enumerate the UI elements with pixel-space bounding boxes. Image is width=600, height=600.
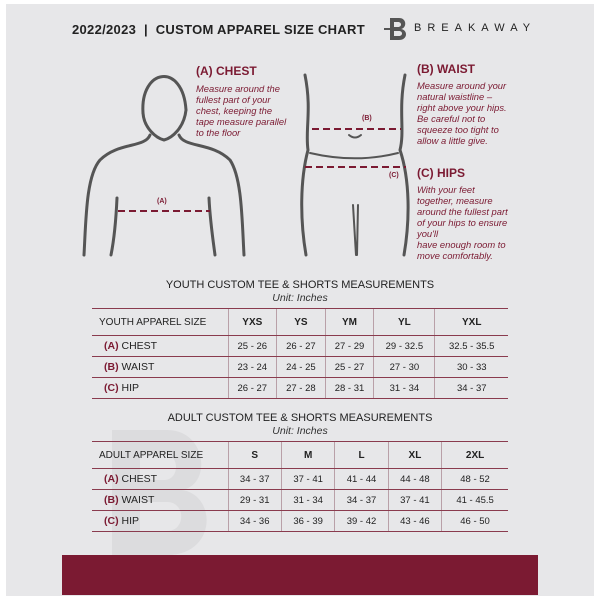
table-cell: 43 - 46 <box>388 511 441 532</box>
table-cell: 44 - 48 <box>388 469 441 490</box>
text-line: Measure around your <box>417 80 507 91</box>
page-title: 2022/2023 | CUSTOM APPAREL SIZE CHART <box>72 22 365 37</box>
table-cell: 23 - 24 <box>228 357 277 378</box>
table-cell: 27 - 29 <box>325 336 374 357</box>
table-cell: 34 - 37 <box>335 490 388 511</box>
table-row <box>92 378 508 399</box>
table-cell: 30 - 33 <box>435 357 508 378</box>
table-cell: 27 - 30 <box>374 357 435 378</box>
size-header: XL <box>388 442 441 469</box>
hips-marker: (C) <box>389 172 399 179</box>
text-line: fullest part of your <box>196 94 271 105</box>
lower-body-figure <box>302 75 408 255</box>
size-header: 2XL <box>442 442 508 469</box>
text-line: Be careful not to <box>417 113 486 124</box>
text-line: right above your hips. <box>417 102 507 113</box>
table-cell: 31 - 34 <box>281 490 334 511</box>
table-cell: 26 - 27 <box>277 336 326 357</box>
footer-bar <box>62 555 538 595</box>
table-row <box>92 511 508 532</box>
youth-unit: Unit: Inches <box>272 292 328 304</box>
brand-name: BREAKAWAY <box>414 22 537 34</box>
row-letter: (C) <box>104 515 119 527</box>
table-cell: 25 - 26 <box>228 336 277 357</box>
text-line: With your feet <box>417 184 475 195</box>
waist-guide <box>417 62 507 146</box>
text-line: allow a little give. <box>417 135 488 146</box>
table-cell: 28 - 31 <box>325 378 374 399</box>
table-cell: 26 - 27 <box>228 378 277 399</box>
table-cell: 46 - 50 <box>442 511 508 532</box>
header-label: YOUTH APPAREL SIZE <box>92 309 228 336</box>
text-line: Measure around the <box>196 83 280 94</box>
text-line: natural waistline – <box>417 91 493 102</box>
table-cell: 48 - 52 <box>442 469 508 490</box>
row-label <box>92 490 228 511</box>
row-label <box>92 511 228 532</box>
table-cell: 41 - 45.5 <box>442 490 508 511</box>
table-cell: 34 - 36 <box>228 511 281 532</box>
youth-table-title: YOUTH CUSTOM TEE & SHORTS MEASUREMENTS <box>165 279 435 291</box>
row-letter: (B) <box>104 361 119 373</box>
text-line: to the floor <box>196 127 241 138</box>
waist-description <box>417 80 507 146</box>
table-cell: 36 - 39 <box>281 511 334 532</box>
table-header-row <box>92 309 508 336</box>
hips-heading: (C) HIPS <box>417 166 465 180</box>
table-cell: 41 - 44 <box>335 469 388 490</box>
row-letter: (C) <box>104 382 119 394</box>
table-cell: 29 - 32.5 <box>374 336 435 357</box>
chest-heading: (A) CHEST <box>196 64 257 78</box>
row-letter: (A) <box>104 473 119 485</box>
text-line: squeeze too tight to <box>417 124 499 135</box>
size-header: YL <box>374 309 435 336</box>
chest-marker: (A) <box>157 198 167 205</box>
table-cell: 29 - 31 <box>228 490 281 511</box>
text-line: have enough room to <box>417 239 506 250</box>
row-letter: (B) <box>104 494 119 506</box>
size-header: YM <box>325 309 374 336</box>
adult-unit: Unit: Inches <box>272 425 328 437</box>
header-label: ADULT APPAREL SIZE <box>92 442 228 469</box>
text-line: of your hips to ensure <box>417 217 508 228</box>
table-cell: 31 - 34 <box>374 378 435 399</box>
hips-description <box>417 184 508 261</box>
adult-table-title: ADULT CUSTOM TEE & SHORTS MEASUREMENTS <box>167 412 433 424</box>
hips-guide <box>417 166 508 261</box>
table-cell: 39 - 42 <box>335 511 388 532</box>
text-line: tape measure parallel <box>196 116 287 127</box>
text-line: you'll <box>417 228 439 239</box>
youth-size-table <box>92 308 508 399</box>
text-line: together, measure <box>417 195 493 206</box>
size-header: L <box>335 442 388 469</box>
row-name: CHEST <box>121 340 158 352</box>
size-header: S <box>228 442 281 469</box>
chest-description <box>196 83 286 138</box>
table-cell: 32.5 - 35.5 <box>435 336 508 357</box>
waist-marker: (B) <box>362 115 372 122</box>
row-name: CHEST <box>121 473 158 485</box>
row-label <box>92 469 228 490</box>
table-row <box>92 490 508 511</box>
table-cell: 24 - 25 <box>277 357 326 378</box>
row-name: WAIST <box>121 361 155 373</box>
row-label <box>92 336 228 357</box>
table-row <box>92 469 508 490</box>
size-header: M <box>281 442 334 469</box>
chest-guide <box>196 64 286 138</box>
text-line: move comfortably. <box>417 250 493 261</box>
table-cell: 27 - 28 <box>277 378 326 399</box>
size-header: YXL <box>435 309 508 336</box>
row-name: WAIST <box>121 494 155 506</box>
table-row <box>92 357 508 378</box>
row-label <box>92 357 228 378</box>
table-cell: 25 - 27 <box>325 357 374 378</box>
row-name: HIP <box>121 382 140 394</box>
table-cell: 37 - 41 <box>388 490 441 511</box>
adult-size-table <box>92 441 508 532</box>
text-line: chest, keeping the <box>196 105 273 116</box>
table-header-row <box>92 442 508 469</box>
text-line: around the fullest part <box>417 206 508 217</box>
table-row <box>92 336 508 357</box>
waist-heading: (B) WAIST <box>417 62 475 76</box>
table-cell: 34 - 37 <box>228 469 281 490</box>
size-header: YXS <box>228 309 277 336</box>
row-label <box>92 378 228 399</box>
body-figures <box>0 0 600 270</box>
table-cell: 34 - 37 <box>435 378 508 399</box>
row-name: HIP <box>121 515 140 527</box>
row-letter: (A) <box>104 340 119 352</box>
size-header: YS <box>277 309 326 336</box>
table-cell: 37 - 41 <box>281 469 334 490</box>
